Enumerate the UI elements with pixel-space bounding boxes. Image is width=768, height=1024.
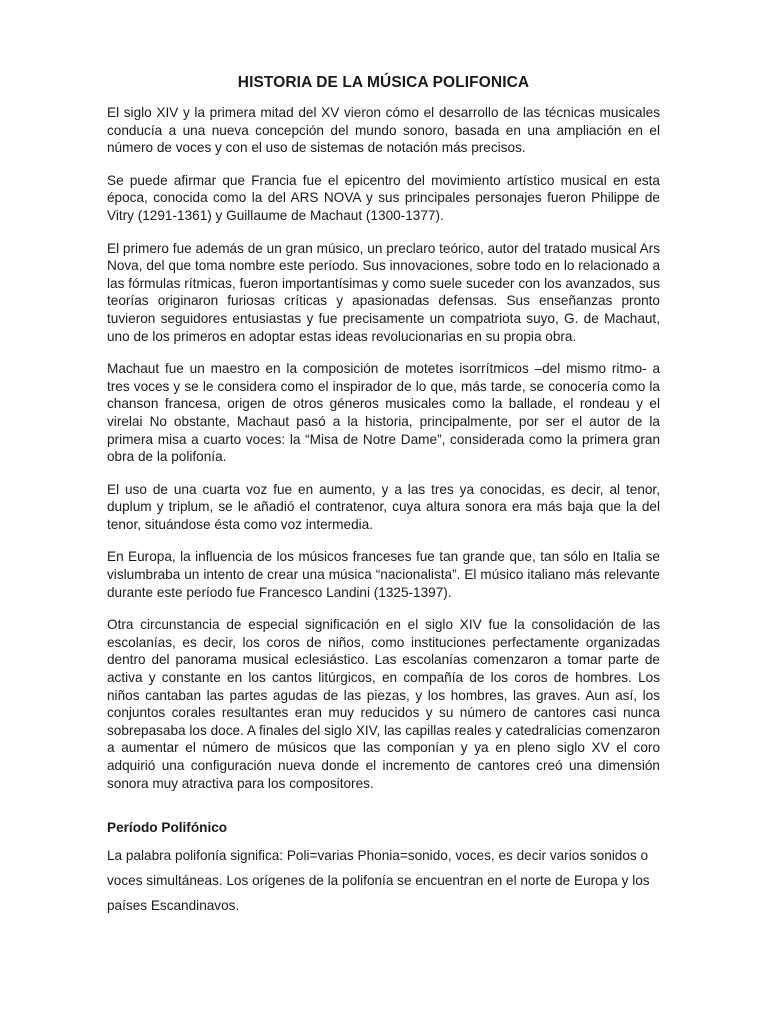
- paragraph-polifonia: La palabra polifonía significa: Poli=varias Phonia=sonido, voces, es decir varios sonidos o voces simultáneas. Los orígenes de la polifonía se encuentran en el norte de Europa y los países Escandinavos.: [107, 848, 650, 914]
- paragraph-intro: El siglo XIV y la primera mitad del XV vieron cómo el desarrollo de las técnicas musicales conducía a una nueva concepción del mundo sonoro, basada en una ampliación en el número de voces y con el uso de sistemas de notación más precisos.: [107, 105, 660, 156]
- paragraph-fourth-voice: El uso de una cuarta voz fue en aumento, y a las tres ya conocidas, es decir, al tenor, duplum y triplum, se le añadió el contratenor, cuya altura sonora era más baja que la del tenor, situándose ésta como voz intermedia.: [107, 481, 660, 532]
- paragraph-ars-nova: Se puede afirmar que Francia fue el epicentro del movimiento artístico musical en esta época, conocida como la del ARS NOVA y sus principales personajes fueron Philippe de Vitry (1291-1361) y Guillaume de Machaut (1300-1377).: [107, 172, 660, 223]
- paragraph-escolanias: Otra circunstancia de especial significación en el siglo XIV fue la consolidación de las escolanías, es decir, los coros de niños, como instituciones perfectamente organizadas dentro del panorama musical eclesiástico. Las escolanías comenzaron a tomar parte de activa y constante en los cantos litúrgicos, en compañía de los coros de hombres. Los niños cantaban las partes agudas de las piezas, y los hombres, las graves. Aun así, los conjuntos corales resultantes eran muy reducidos y su número de cantores casi nunca sobrepasaba los doce. A finales del siglo XIV, las capillas reales y catedralicias comenzaron a aumentar el número de músicos que las componían y ya en pleno siglo XV el coro adquirió una configuración nueva donde el incremento de cantores creó una dimensión sonora muy atractiva para los compositores.: [107, 617, 660, 791]
- document-page: [107, 74, 660, 918]
- document-title: HISTORIA DE LA MÚSICA POLIFONICA: [237, 74, 530, 91]
- paragraph-italy: En Europa, la influencia de los músicos franceses fue tan grande que, tan sólo en Italia se vislumbraba un intento de crear una música “nacionalista”. El músico italiano más relevante durante este período fue Francesco Landini (1325-1397).: [107, 549, 660, 600]
- paragraph-vitry: El primero fue además de un gran músico, un preclaro teórico, autor del tratado musical Ars Nova, del que toma nombre este período. Sus innovaciones, sobre todo en lo relacionado a las fórmulas rítmicas, fueron importantísimas y como suele suceder con los avanzados, sus teorías originaron furiosas críticas y apasionadas defensas. Sus enseñanzas pronto tuvieron seguidores entusiastas y fue precisamente un compatriota suyo, G. de Machaut, uno de los primeros en adoptar estas ideas revolucionarias en su propia obra.: [107, 240, 660, 344]
- section-heading: Período Polifónico: [107, 820, 228, 836]
- paragraph-machaut: Machaut fue un maestro en la composición de motetes isorrítmicos –del mismo ritmo- a tres voces y se le considera como el inspirador de lo que, más tarde, se conocería como la chanson francesa, origen de otros géneros musicales como la ballade, el rondeau y el virelai No obstante, Machaut pasó a la historia, principalmente, por ser el autor de la primera misa a cuarto voces: la “Misa de Notre Dame”, considerada como la primera gran obra de la polifonía.: [107, 361, 660, 465]
